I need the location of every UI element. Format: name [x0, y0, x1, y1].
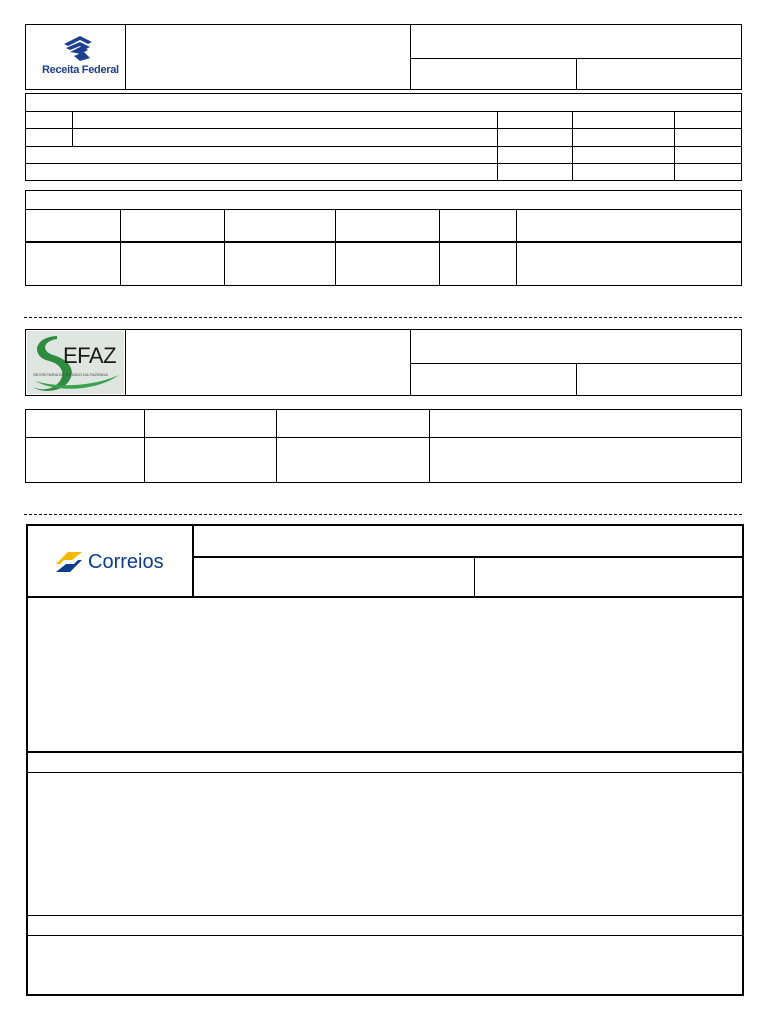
correios-form-box	[26, 524, 744, 996]
cut-line	[24, 514, 742, 515]
correios-logo	[50, 545, 175, 581]
sefaz-logo-text: EFAZ	[63, 343, 117, 368]
correios-logo-text: Correios	[88, 551, 164, 573]
receita-values-table	[25, 190, 742, 286]
correios-arrows-icon	[52, 548, 86, 578]
receita-federal-logo	[30, 34, 122, 82]
receita-federal-logo-text: Receita Federal	[42, 64, 119, 76]
receita-header-box	[25, 24, 742, 90]
sefaz-values-table	[25, 409, 742, 483]
cut-line	[24, 317, 742, 318]
sefaz-logo	[27, 331, 124, 394]
sefaz-logo-subtext: SECRETARIA DE ESTADO DA FAZENDA	[33, 372, 108, 377]
receita-federal-emblem-icon	[30, 34, 122, 64]
receita-info-table	[25, 93, 742, 181]
